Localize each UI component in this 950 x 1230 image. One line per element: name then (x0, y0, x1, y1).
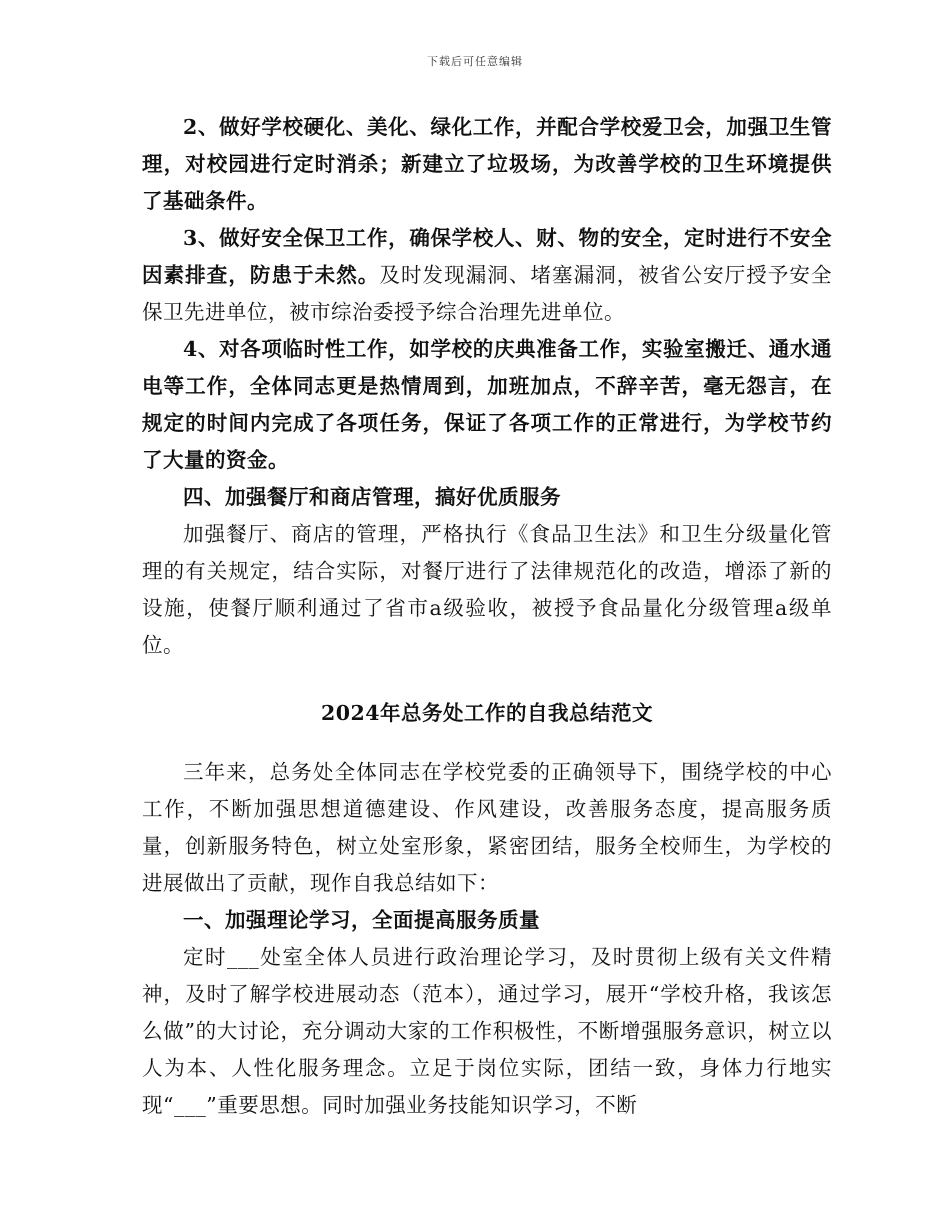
item-3-paragraph (142, 220, 832, 331)
article-section-1-heading: 一、加强理论学习，全面提高服务质量 (183, 908, 540, 932)
item-3-bold-text: 3、做好安全保卫工作，确保学校人、财、物的安全，定时进行不安全因素排查，防患于未然。 (142, 226, 832, 287)
article-title: 2024年总务处工作的自我总结范文 (320, 701, 654, 725)
section-4-paragraph: 加强餐厅、商店的管理，严格执行《食品卫生法》和卫生分级量化管理的有关规定，结合实际，对餐厅进行了法律规范化的改造，增添了新的设施，使餐厅顺利通过了省市a级验收，被授予食品量化分级管理a级单位。 (142, 522, 832, 657)
page-header-note: 下载后可任意编辑 (427, 55, 523, 68)
article-intro-paragraph: 三年来，总务处全体同志在学校党委的正确领导下，围绕学校的中心工作，不断加强思想道德建设、作风建设，改善服务态度，提高服务质量，创新服务特色，树立处室形象，紧密团结，服务全校师生，为学校的进展做出了贡献，现作自我总结如下： (142, 760, 832, 895)
item-3-regular-text: 及时发现漏洞、堵塞漏洞，被省公安厅授予安全保卫先进单位，被市综治委授予综合治理先进单位。 (142, 263, 833, 324)
document-body (142, 109, 832, 1124)
article-section-1-paragraph: 定时___处室全体人员进行政治理论学习，及时贯彻上级有关文件精神，及时了解学校进展动态（范本），通过学习，展开“学校升格，我该怎么做”的大讨论，充分调动大家的工作积极性，不断增强服务意识，树立以人为本、人性化服务理念。立足于岗位实际，团结一致，身体力行地实现“___”重要思想。同时加强业务技能知识学习，不断 (142, 945, 832, 1117)
section-4-heading: 四、加强餐厅和商店管理，搞好优质服务 (183, 485, 561, 509)
item-4-paragraph: 4、对各项临时性工作，如学校的庆典准备工作，实验室搬迁、通水通电等工作，全体同志更是热情周到，加班加点，不辞辛苦，毫无怨言，在规定的时间内完成了各项任务，保证了各项工作的正常进行，为学校节约了大量的资金。 (142, 337, 832, 472)
item-2-paragraph: 2、做好学校硬化、美化、绿化工作，并配合学校爱卫会，加强卫生管理，对校园进行定时消杀；新建立了垃圾场，为改善学校的卫生环境提供了基础条件。 (142, 115, 832, 213)
